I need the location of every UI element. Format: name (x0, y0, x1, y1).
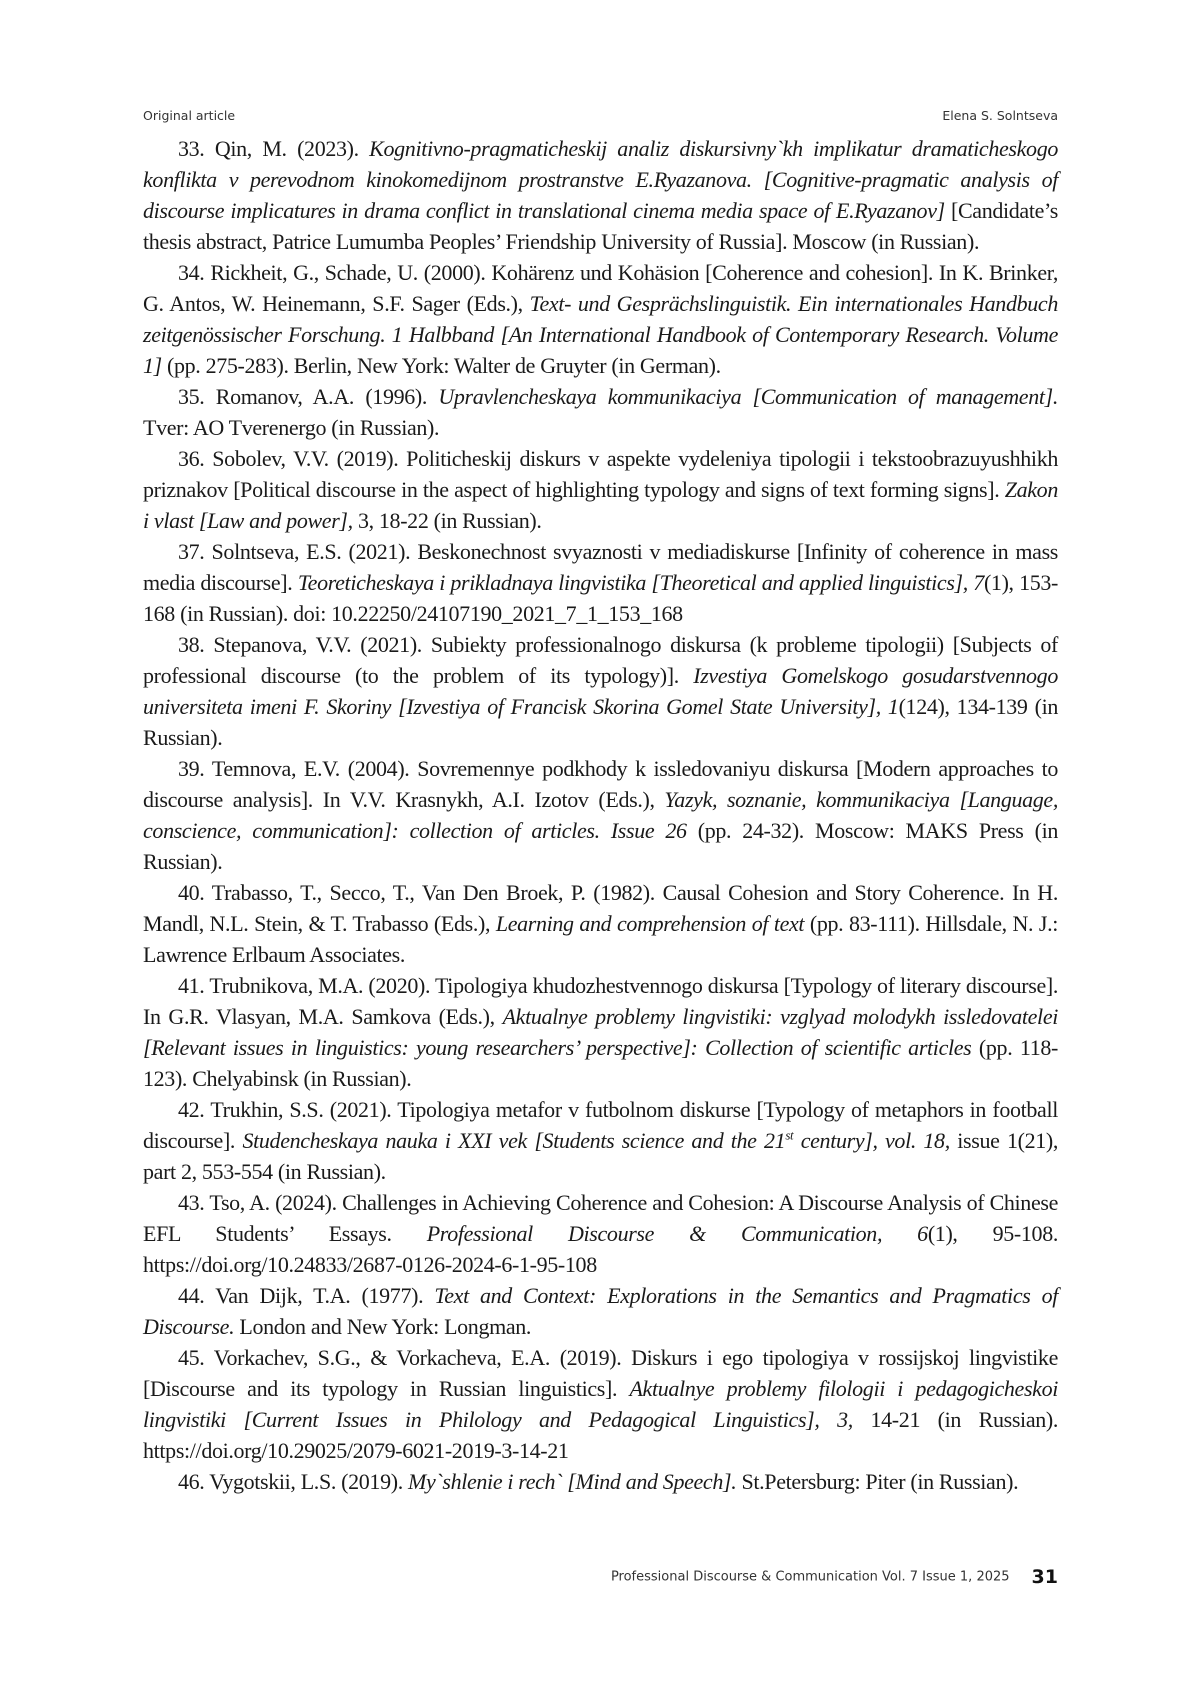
reference-text: London and New York: Longman. (234, 1314, 532, 1339)
reference-text: Stepanova, V.V. (2021). Subiekty professionalnogo diskursa (k probleme tipologii) [Subjects of professional discourse (to the problem of its typology)]. (143, 632, 1058, 688)
reference-number: 34. (178, 260, 205, 285)
reference-number: 42. (178, 1097, 205, 1122)
reference-entry (143, 1187, 1058, 1280)
reference-number: 41. (178, 973, 205, 998)
reference-entry (143, 1466, 1058, 1497)
reference-entry (143, 877, 1058, 970)
reference-text: Sobolev, V.V. (2019). Politicheskij diskurs v aspekte vydeleniya tipologii i tekstoobrazuyushhikh priznakov [Political discourse in the aspect of highlighting typology and signs of text forming signs]. (143, 446, 1058, 502)
reference-text: issue 1(21), part 2, 553-554 (in Russian). (143, 1128, 1058, 1184)
page-number: 31 (1031, 1566, 1058, 1588)
reference-entry (143, 629, 1058, 753)
running-header (143, 108, 1058, 128)
reference-text: 14-21 (in Russian). https://doi.org/10.29025/2079-6021-2019-3-14-21 (143, 1407, 1059, 1463)
reference-text: (1), 95-108. https://doi.org/10.24833/2687-0126-2024-6-1-95-108 (143, 1221, 1059, 1277)
reference-italic-text: Upravlencheskaya kommunikaciya [Communication of management]. (438, 384, 1058, 409)
reference-number: 36. (178, 446, 205, 471)
reference-entry (143, 133, 1058, 257)
reference-number: 46. (178, 1469, 205, 1494)
reference-italic-text: Aktualnye problemy lingvistiki: vzglyad molodykh issledovatelei [Relevant issues in linguistics: young researchers’ perspective]: Collection of scientific articles (143, 1004, 1059, 1060)
reference-number: 35. (178, 384, 205, 409)
reference-text: Rickheit, G., Schade, U. (2000). Kohärenz und Kohäsion [Coherence and cohesion]. In K. Brinker, G. Antos, W. Heinemann, S.F. Sager (Eds.), (143, 260, 1058, 316)
reference-text: Trubnikova, M.A. (2020). Tipologiya khudozhestvennogo diskursa [Typology of literary discourse]. In G.R. Vlasyan, M.A. Samkova (Eds.), (143, 973, 1058, 1029)
reference-number: 43. (178, 1190, 205, 1215)
reference-italic-text: Studencheskaya nauka i XXI vek [Students science and the 21 (242, 1128, 786, 1153)
reference-italic-text: Learning and comprehension of text (495, 911, 805, 936)
reference-number: 44. (178, 1283, 205, 1308)
reference-text: 3, 18-22 (in Russian). (352, 508, 542, 533)
reference-text: (pp. 24-32). Moscow: MAKS Press (in Russian). (143, 818, 1058, 874)
reference-text: Trabasso, T., Secco, T., Van Den Broek, P. (1982). Causal Cohesion and Story Coherence. In H. Mandl, N.L. Stein, & T. Trabasso (Eds.), (143, 880, 1058, 936)
reference-text: Van Dijk, T.A. (1977). (215, 1283, 435, 1308)
reference-text: (1), 153-168 (in Russian). doi: 10.22250/24107190_2021_7_1_153_168 (143, 570, 1058, 626)
reference-text: Trukhin, S.S. (2021). Tipologiya metafor v futbolnom diskurse [Typology of metaphors in football discourse]. (143, 1097, 1058, 1153)
reference-entry (143, 1280, 1058, 1342)
reference-italic-text: Zakon i vlast [Law and power], (143, 477, 1058, 533)
reference-italic-text: Teoreticheskaya i prikladnaya lingvistika [Theoretical and applied linguistics], 7 (297, 570, 984, 595)
reference-italic-text: Izvestiya Gomelskogo gosudarstvennogo universiteta imeni F. Skoriny [Izvestiya of Francisk Skorina Gomel State University], 1 (143, 663, 1058, 719)
reference-italic-text: Aktualnye problemy filologii i pedagogicheskoi lingvistiki [Current Issues in Philology and Pedagogical Linguistics], 3, (143, 1376, 1059, 1432)
reference-text: (pp. 275-283). Berlin, New York: Walter de Gruyter (in German). (161, 353, 721, 378)
reference-text: Tver: AO Tverenergo (in Russian). (143, 415, 440, 440)
reference-italic-text: Text- und Gesprächslinguistik. Ein internationales Handbuch zeitgenössischer Forschung. 1 Halbband [An International Handbook of Contemporary Research. Volume 1] (143, 291, 1058, 378)
reference-text: Qin, M. (2023). (214, 136, 370, 161)
reference-entry (143, 443, 1058, 536)
reference-italic-text: Yazyk, soznanie, kommunikaciya [Language, conscience, communication]: collection of articles. Issue 26 (143, 787, 1059, 843)
reference-number: 33. (178, 136, 205, 161)
reference-list (143, 133, 1058, 1497)
reference-text: (pp. 83-111). Hillsdale, N. J.: Lawrence Erlbaum Associates. (143, 911, 1059, 967)
reference-text: St.Petersburg: Piter (in Russian). (736, 1469, 1019, 1494)
reference-italic-text: My`shlenie i rech` [Mind and Speech]. (408, 1469, 737, 1494)
author-name: Elena S. Solntseva (942, 108, 1058, 123)
article-type-label: Original article (143, 108, 236, 123)
reference-italic-text: Professional Discourse & Communication, 6 (426, 1221, 928, 1246)
reference-entry (143, 1094, 1058, 1187)
reference-italic-text: century], vol. 18, (793, 1128, 950, 1153)
reference-entry (143, 970, 1058, 1094)
reference-text: Vygotskii, L.S. (2019). (209, 1469, 408, 1494)
journal-citation: Professional Discourse & Communication Vol. 7 Issue 1, 2025 (610, 1569, 1010, 1585)
reference-text: [Candidate’s thesis abstract, Patrice Lumumba Peoples’ Friendship University of Russia]. Moscow (in Russian). (143, 198, 1058, 254)
reference-number: 38. (178, 632, 205, 657)
reference-number: 39. (178, 756, 205, 781)
reference-text: Solntseva, E.S. (2021). Beskonechnost svyaznosti v mediadiskurse [Infinity of coherence in mass media discourse]. (143, 539, 1058, 595)
reference-text: (124), 134-139 (in Russian). (143, 694, 1058, 750)
reference-entry (143, 381, 1058, 443)
reference-italic-text: st (785, 1127, 794, 1143)
reference-italic-text: Text and Context: Explorations in the Semantics and Pragmatics of Discourse. (143, 1283, 1058, 1339)
reference-number: 37. (178, 539, 205, 564)
reference-text: (pp. 118-123). Chelyabinsk (in Russian). (143, 1035, 1058, 1091)
reference-text: Tso, A. (2024). Challenges in Achieving Coherence and Cohesion: A Discourse Analysis of Chinese EFL Students’ Essays. (143, 1190, 1058, 1246)
running-footer (611, 1566, 1058, 1592)
reference-italic-text: Kognitivno-pragmaticheskij analiz diskursivny`kh implikatur dramaticheskogo konflikta v perevodnom kinokomedijnom prostranstve E.Ryazanova. [Cognitive-pragmatic analysis of discourse implicatures in drama conflict in translational cinema media space of E.Ryazanov] (143, 136, 1058, 223)
reference-text: Romanov, A.A. (1996). (215, 384, 439, 409)
reference-entry (143, 536, 1058, 629)
reference-number: 40. (178, 880, 205, 905)
reference-text: Temnova, E.V. (2004). Sovremennye podkhody k issledovaniyu diskursa [Modern approaches to discourse analysis]. In V.V. Krasnykh, A.I. Izotov (Eds.), (143, 756, 1058, 812)
reference-text: Vorkachev, S.G., & Vorkacheva, E.A. (2019). Diskurs i ego tipologiya v rossijskoj lingvistike [Discourse and its typology in Russian linguistics]. (143, 1345, 1058, 1401)
reference-entry (143, 1342, 1058, 1466)
reference-entry (143, 753, 1058, 877)
reference-number: 45. (178, 1345, 205, 1370)
reference-entry (143, 257, 1058, 381)
